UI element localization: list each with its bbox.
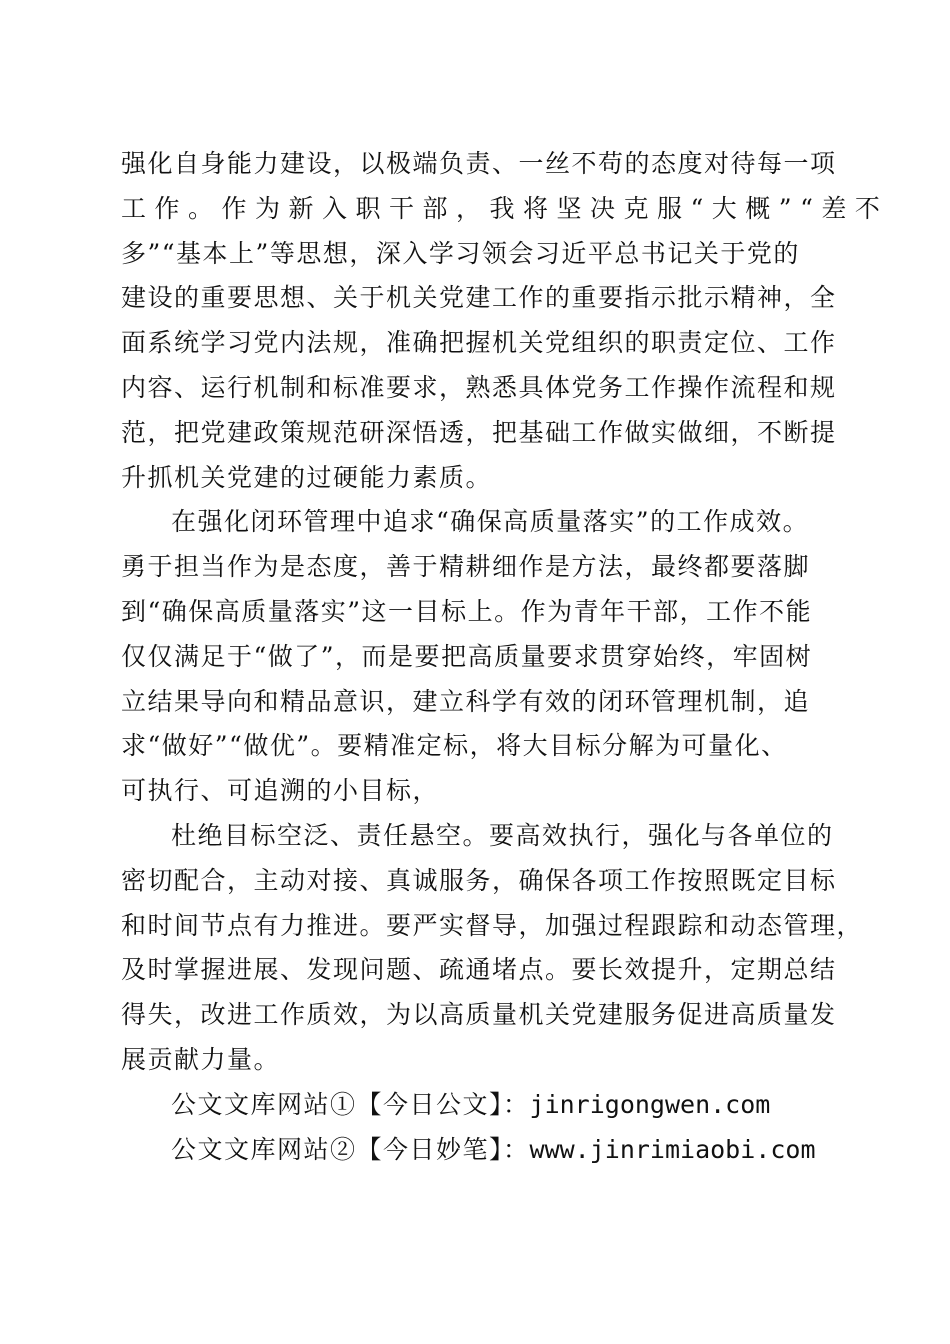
- document-body: [121, 142, 889, 1172]
- body-line: 可执行、可追溯的小目标，: [121, 776, 440, 806]
- body-line: 建设的重要思想、关于机关党建工作的重要指示批示精神，全: [121, 283, 837, 313]
- body-line: 强化自身能力建设，以极端负责、一丝不苟的态度对待每一项: [121, 149, 837, 178]
- body-line: 展贡献力量。: [121, 1044, 281, 1074]
- footer-label: 公文文库网站①【今日公文】：: [171, 1089, 530, 1119]
- body-line: 内容、运行机制和标准要求，熟悉具体党务工作操作流程和规: [121, 372, 837, 402]
- body-line: 工作。作为新入职干部，我将坚决克服“大概”“差不: [121, 193, 889, 223]
- footer-url-link[interactable]: www.jinrimiaobi.com: [529, 1134, 816, 1164]
- footer-url-link[interactable]: jinrigongwen.com: [529, 1089, 771, 1119]
- body-line: 面系统学习党内法规，准确把握机关党组织的职责定位、工作: [121, 328, 837, 358]
- body-line: 升抓机关党建的过硬能力素质。: [121, 462, 493, 492]
- body-line: 范，把党建政策规范研深悟透，把基础工作做实做细，不断提: [121, 417, 837, 447]
- body-line: 多”“基本上”等思想，深入学习领会习近平总书记关于党的: [121, 238, 800, 268]
- footer-label: 公文文库网站②【今日妙笔】：: [171, 1134, 530, 1164]
- body-line: 和时间节点有力推进。要严实督导，加强过程跟踪和动态管理，: [121, 910, 864, 940]
- footer-link-line-2: [121, 1128, 833, 1173]
- paragraph-start-line: 杜绝目标空泛、责任悬空。要高效执行，强化与各单位的: [171, 820, 834, 850]
- body-line: 求“做好”“做优”。要精准定标，将大目标分解为可量化、: [121, 731, 788, 761]
- body-line: 密切配合，主动对接、真诚服务，确保各项工作按照既定目标: [121, 865, 837, 895]
- body-line: 勇于担当作为是态度，善于精耕细作是方法，最终都要落脚: [121, 552, 811, 582]
- paragraph-start-line: 在强化闭环管理中追求“确保高质量落实”的工作成效。: [171, 507, 810, 537]
- body-line: 立结果导向和精品意识，建立科学有效的闭环管理机制，追: [121, 686, 811, 716]
- body-line: 到“确保高质量落实”这一目标上。作为青年干部，工作不能: [121, 596, 813, 626]
- body-line: 得失，改进工作质效，为以高质量机关党建服务促进高质量发: [121, 1000, 837, 1030]
- body-line: 及时掌握进展、发现问题、疏通堵点。要长效提升，定期总结: [121, 955, 837, 985]
- footer-link-line-1: [121, 1083, 833, 1128]
- body-line: 仅仅满足于“做了”，而是要把高质量要求贯穿始终，牢固树: [121, 641, 813, 671]
